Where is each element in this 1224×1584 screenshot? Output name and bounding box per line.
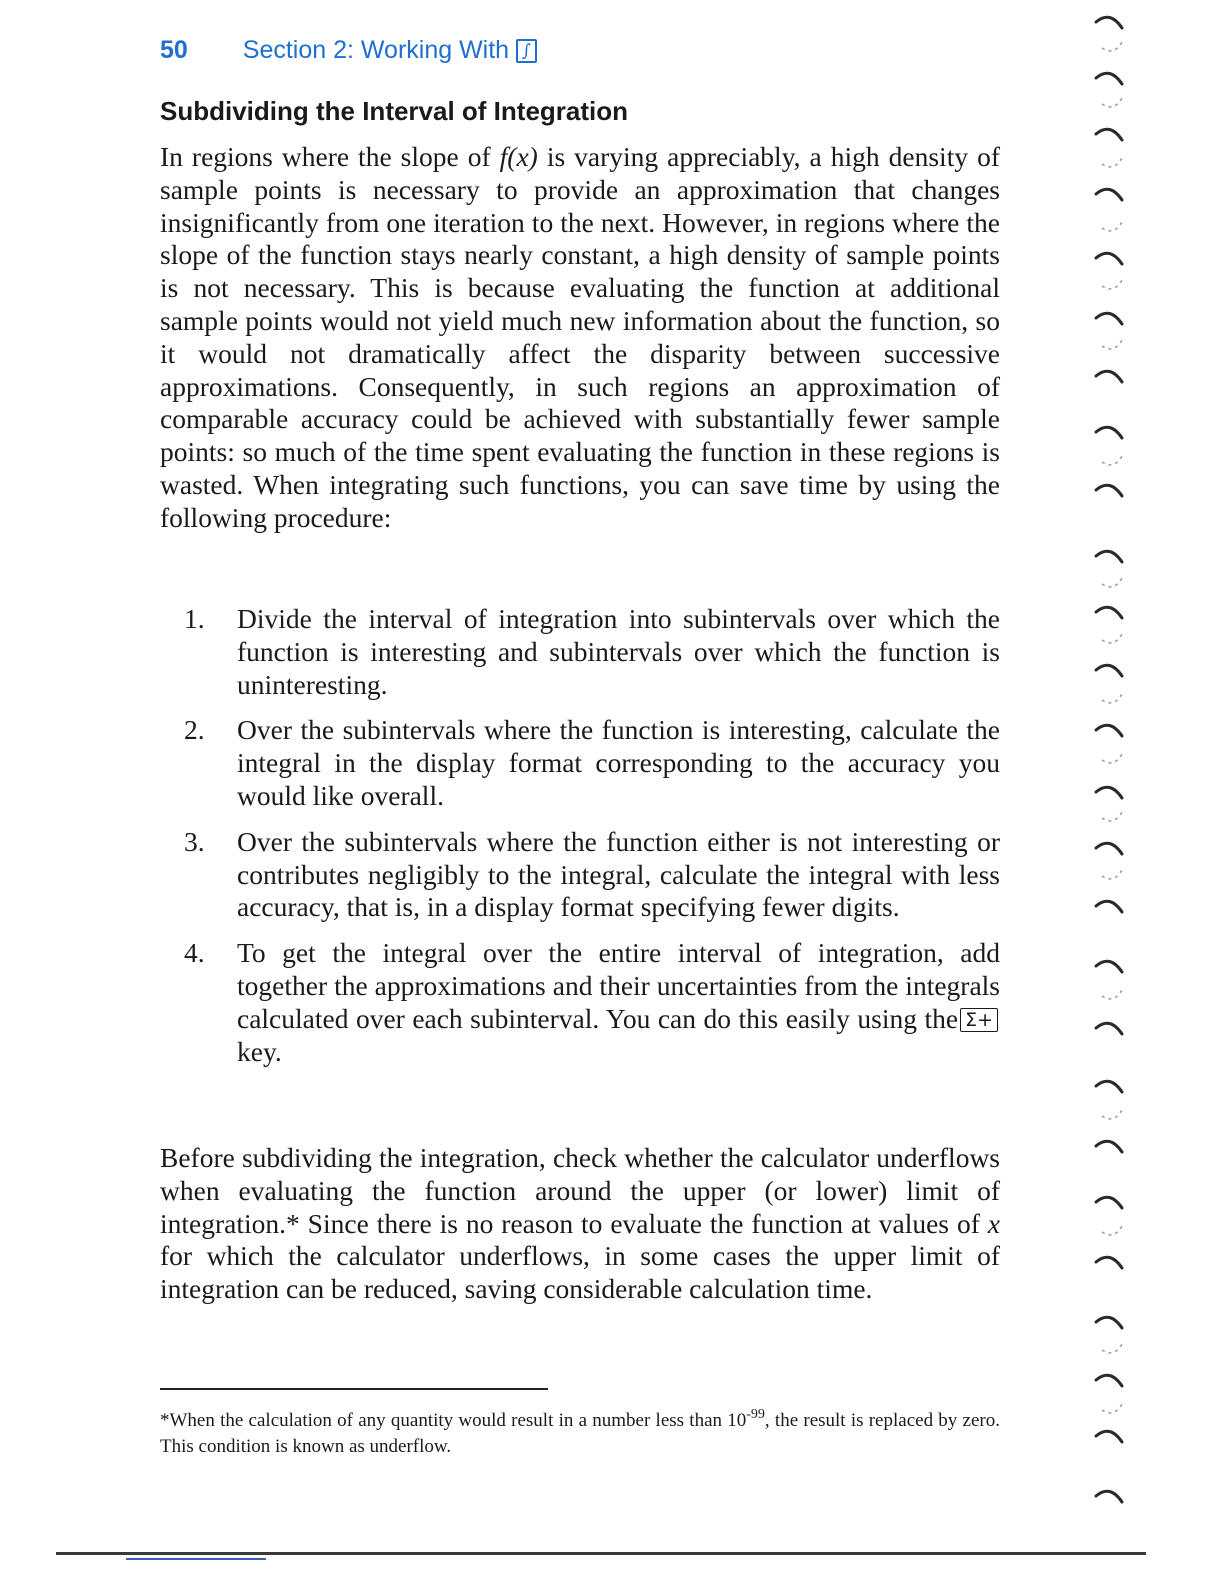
procedure-list xyxy=(160,603,1000,1081)
step-number: 3. xyxy=(184,825,205,857)
fx-expression: f(x) xyxy=(499,141,538,172)
integrate-key-icon: ∫ xyxy=(516,39,537,63)
section-title: Working With xyxy=(360,36,510,64)
step-number: 1. xyxy=(184,603,205,634)
outro-text-2: for which the calculator underflows, in some cases the upper limit of integration can be reduced, saving considerable calculation time. xyxy=(160,1240,1000,1305)
footnote-text-2: , the result is replaced by zero. This condition is known as underflow. xyxy=(160,1410,1000,1457)
list-item xyxy=(160,603,1000,701)
x-variable: x xyxy=(987,1207,1000,1239)
footnote-base: 10 xyxy=(727,1410,747,1431)
outro-paragraph xyxy=(160,1142,1000,1306)
section-heading: Subdividing the Interval of Integration xyxy=(160,96,629,126)
step-text-end: key. xyxy=(237,1035,282,1067)
footnote-exponent: -99 xyxy=(746,1407,765,1422)
intro-text-2: is varying appreciably, a high density of sample points is necessary to provide an approximation that changes insignificantly from one iteration to the next. However, in regions where the slope of the function stays nearly constant, a high density of sample points is not necessary. This is because evaluating the function at additional sample points would not yield much new information about the function, so it would not dramatically affect the disparity between successive approximations. Consequently, in such regions an approximation of comparable accuracy could be achieved with substantially fewer sample points: so much of the time spent evaluating the function in these regions is wasted. When integrating such functions, you can save time by using the following procedure: xyxy=(160,141,1000,533)
step-number: 2. xyxy=(184,714,205,746)
intro-paragraph xyxy=(160,141,1000,535)
footnote-divider xyxy=(160,1388,548,1390)
list-item xyxy=(160,714,1000,812)
outro-text-1: Before subdividing the integration, check whether the calculator underflows when evaluating the function around the upper (or lower) limit of integration.* Since there is no reason to evaluate the function at values of xyxy=(160,1142,1000,1239)
sigma-plus-key-icon: Σ+ xyxy=(960,1008,998,1032)
step-text: Over the subintervals where the function is interesting, calculate the integral in the display format corresponding to the accuracy you would like overall. xyxy=(237,714,1000,811)
step-text: To get the integral over the entire interval of integration, add together the approximations and their uncertainties from the integrals calculated over each subinterval. You can do this easily using the xyxy=(237,937,1000,1034)
bottom-edge-rule xyxy=(56,1552,1146,1555)
bottom-edge-accent xyxy=(126,1558,266,1560)
footnote-text-1: When the calculation of any quantity would result in a number less than xyxy=(169,1410,728,1431)
step-number: 4. xyxy=(184,937,205,969)
list-item xyxy=(160,826,1000,924)
footnote-star: * xyxy=(160,1410,170,1431)
step-text: Divide the interval of integration into subintervals over which the function is interesting and subintervals over which the function is uninteresting. xyxy=(237,603,1000,700)
step-text: Over the subintervals where the function either is not interesting or contributes negligibly to the integral, calculate the integral with less accuracy, that is, in a display format specifying fewer digits. xyxy=(237,825,1000,923)
list-item xyxy=(160,937,1000,1068)
section-label: Section 2: xyxy=(242,36,354,64)
spiral-binding-icon xyxy=(1082,0,1142,1584)
page-header xyxy=(160,36,537,65)
intro-text-1: In regions where the slope of xyxy=(160,141,500,172)
page-number: 50 xyxy=(160,36,188,64)
footnote xyxy=(160,1408,1000,1460)
